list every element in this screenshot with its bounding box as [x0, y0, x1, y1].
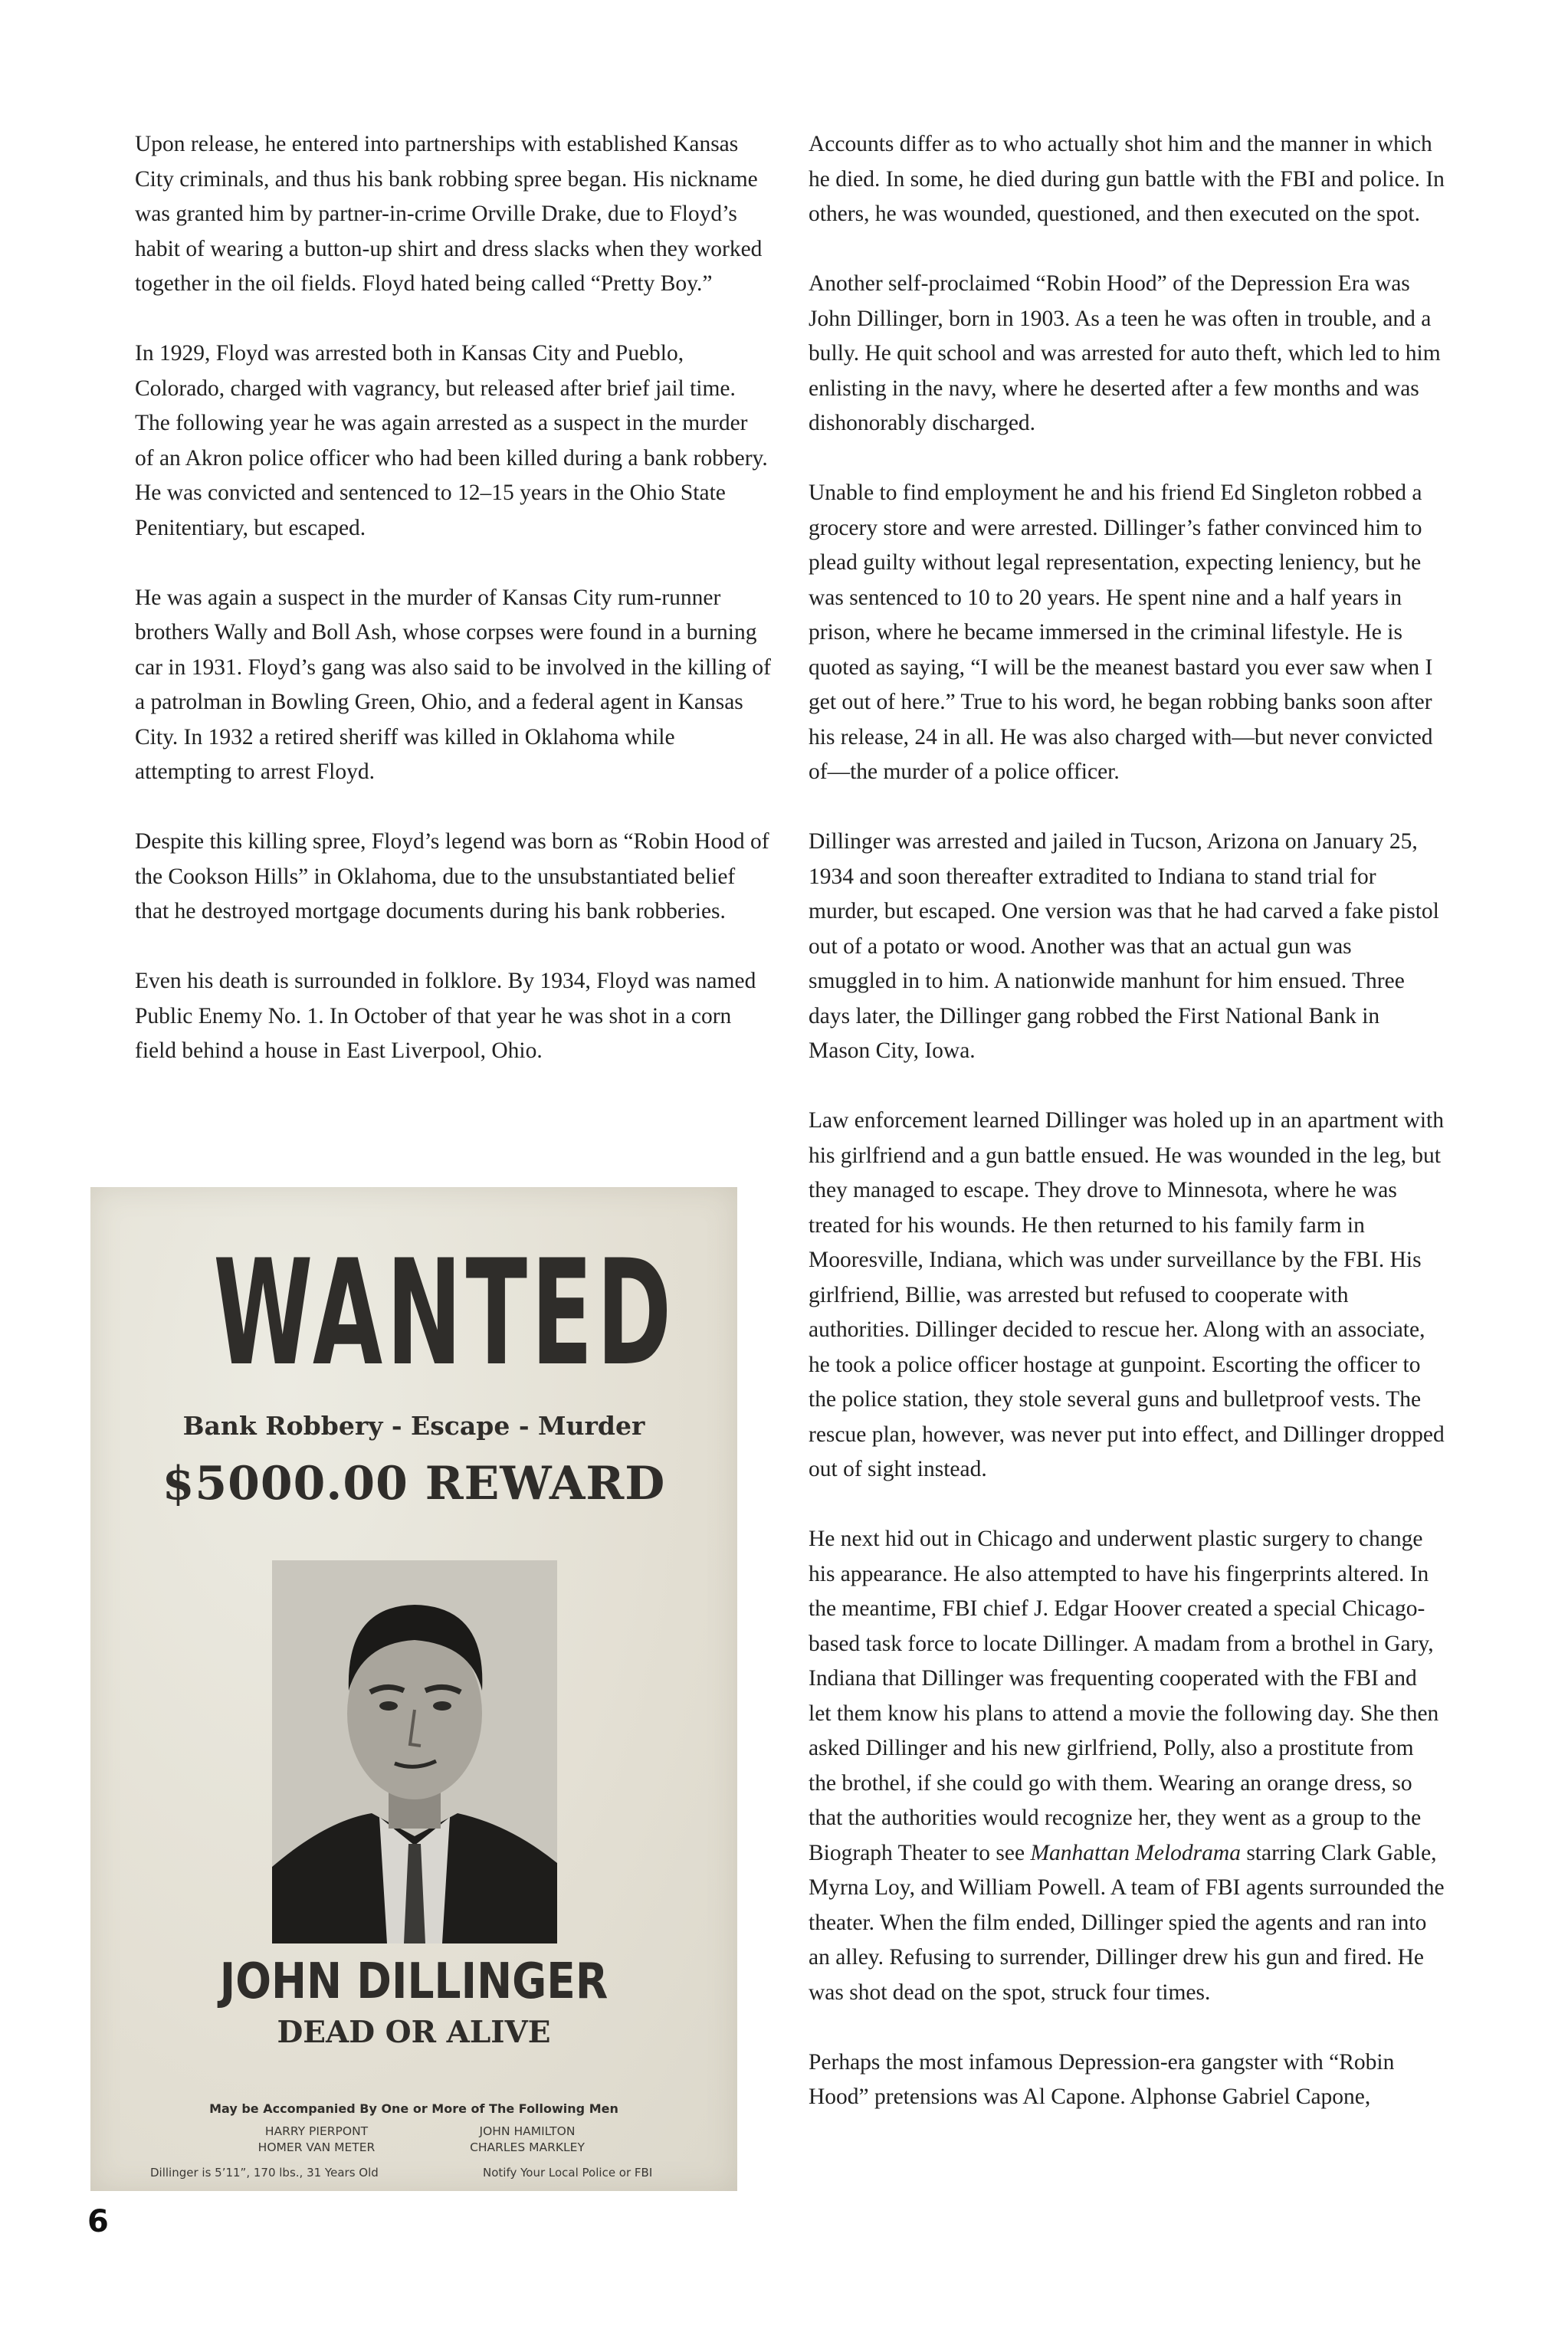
poster-name: JOHN DILLINGER — [219, 1953, 609, 2010]
paragraph: Even his death is surrounded in folklore. By 1934, Floyd was named Public Enemy No. 1. In October of that year he was shot in a corn field behind a house in East Liverpool, Ohio. — [135, 969, 756, 1063]
paragraph: He was again a suspect in the murder of Kansas City rum-runner brothers Wally and Boll Ash, whose corpses were found in a burning car in 1931. Floyd’s gang was also said to be involved in the killing of a patrolman in Bowling Green, Ohio, and a federal agent in Kansas City. In 1932 a retired sheriff was killed in Oklahoma while attempting to arrest Floyd. — [135, 585, 771, 784]
poster-crimes: Bank Robbery - Escape - Murder — [182, 1411, 645, 1441]
associate-name: HARRY PIERPONT — [264, 2124, 369, 2138]
associate-name: HOMER VAN METER — [258, 2140, 376, 2154]
right-text-column — [809, 127, 1445, 2150]
paragraph: Perhaps the most infamous Depression-era gangster with “Robin Hood” pretensions was Al Capone. Alphonse Gabriel Capone, — [809, 2049, 1395, 2109]
poster-accompanied-note: May be Accompanied By One or More of The Following Men — [209, 2101, 618, 2116]
poster-reward: $5000.00 REWARD — [162, 1457, 666, 1510]
poster-status: DEAD OR ALIVE — [277, 2015, 551, 2050]
mugshot-illustration — [272, 1560, 557, 1943]
paragraph: Unable to find employment he and his friend Ed Singleton robbed a grocery store and were arrested. Dillinger’s father convinced him to plead guilty without legal representation, expecting leniency, but he was sentenced to 10 to 20 years. He spent nine and a half years in prison, where he became immersed in the criminal lifestyle. He is quoted as saying, “I will be the meanest bastard you ever saw when I get out of here.” True to his word, he began robbing banks soon after his release, 24 in all. He was also charged with—but never convicted of—the murder of a police officer. — [809, 481, 1433, 784]
paragraph: Despite this killing spree, Floyd’s legend was born as “Robin Hood of the Cookson Hills” in Oklahoma, due to the unsubstantiated belief that he destroyed mortgage documents during his bank robberies. — [135, 829, 769, 923]
poster-headline: WANTED — [213, 1228, 676, 1398]
film-title: Manhattan Melodrama — [1030, 1840, 1241, 1865]
associate-name: CHARLES MARKLEY — [470, 2140, 585, 2154]
paragraph: In 1929, Floyd was arrested both in Kansas City and Pueblo, Colorado, charged with vagrancy, but released after brief jail time. The following year he was again arrested as a suspect in the murder of an Akron police officer who had been killed during a bank robbery. He was convicted and sentenced to 12–15 years in the Ohio State Penitentiary, but escaped. — [135, 341, 768, 540]
paragraph: Upon release, he entered into partnerships with established Kansas City criminals, and thus his bank robbing spree began. His nickname was granted him by partner-in-crime Orville Drake, due to Floyd’s habit of wearing a button-up shirt and dress slacks when they worked together in the oil fields. Floyd hated being called “Pretty Boy.” — [135, 132, 763, 296]
paragraph: Law enforcement learned Dillinger was holed up in an apartment with his girlfriend and a gun battle ensued. He was wounded in the leg, but they managed to escape. They drove to Minnesota, where he was treated for his wounds. He then returned to his family farm in Mooresville, Indiana, which was under surveillance by the FBI. His girlfriend, Billie, was arrested but refused to cooperate with authorities. Dillinger decided to rescue her. Along with an associate, he took a police officer hostage at gunpoint. Escorting the officer to the police station, they stole several guns and bulletproof vests. The rescue plan, however, was never put into effect, and Dillinger dropped out of sight instead. — [809, 1108, 1445, 1481]
wanted-poster-image — [90, 1187, 737, 2191]
paragraph — [809, 1522, 1445, 2010]
poster-notify: Notify Your Local Police or FBI — [483, 2166, 653, 2180]
poster-description: Dillinger is 5’11”, 170 lbs., 31 Years Old — [150, 2166, 379, 2180]
mugshot-photo — [272, 1560, 557, 1943]
paragraph: Accounts differ as to who actually shot him and the manner in which he died. In some, he died during gun battle with the FBI and police. In others, he was wounded, questioned, and then executed on the spot. — [809, 132, 1445, 226]
page-number: 6 — [87, 2204, 109, 2239]
paragraph-text: starring Clark Gable, Myrna Loy, and William Powell. A team of FBI agents surrounded the theater. When the film ended, Dillinger spied the agents and ran into an alley. Refusing to surrender, Dillinger drew his gun and fired. He was shot dead on the spot, struck four times. — [809, 1840, 1445, 2005]
paragraph-text: He next hid out in Chicago and underwent plastic surgery to change his appearance. He also attempted to have his fingerprints altered. In the meantime, FBI chief J. Edgar Hoover created a special Chicago-based task force to locate Dillinger. A madam from a brothel in Gary, Indiana that Dillinger was frequenting cooperated with the FBI and let them know his plans to attend a movie the following day. She then asked Dillinger and his new girlfriend, Polly, also a prostitute from the brothel, if she could go with them. Wearing an orange dress, so that the authorities would recognize her, they went as a group to the Biograph Theater to see — [809, 1527, 1439, 1865]
associate-name: JOHN HAMILTON — [479, 2124, 576, 2138]
paragraph: Another self-proclaimed “Robin Hood” of the Depression Era was John Dillinger, born in 1903. As a teen he was often in trouble, and a bully. He quit school and was arrested for auto theft, which led to him enlisting in the navy, where he deserted after a few months and was dishonorably discharged. — [809, 271, 1441, 435]
paragraph: Dillinger was arrested and jailed in Tucson, Arizona on January 25, 1934 and soon thereafter extradited to Indiana to stand trial for murder, but escaped. One version was that he had carved a fake pistol out of a potato or wood. Another was that an actual gun was smuggled in to him. A nationwide manhunt for him ensued. Three days later, the Dillinger gang robbed the First National Bank in Mason City, Iowa. — [809, 829, 1439, 1063]
left-text-column — [135, 127, 771, 1104]
poster-associates-left — [217, 2124, 416, 2156]
poster-associates-right — [428, 2124, 627, 2156]
